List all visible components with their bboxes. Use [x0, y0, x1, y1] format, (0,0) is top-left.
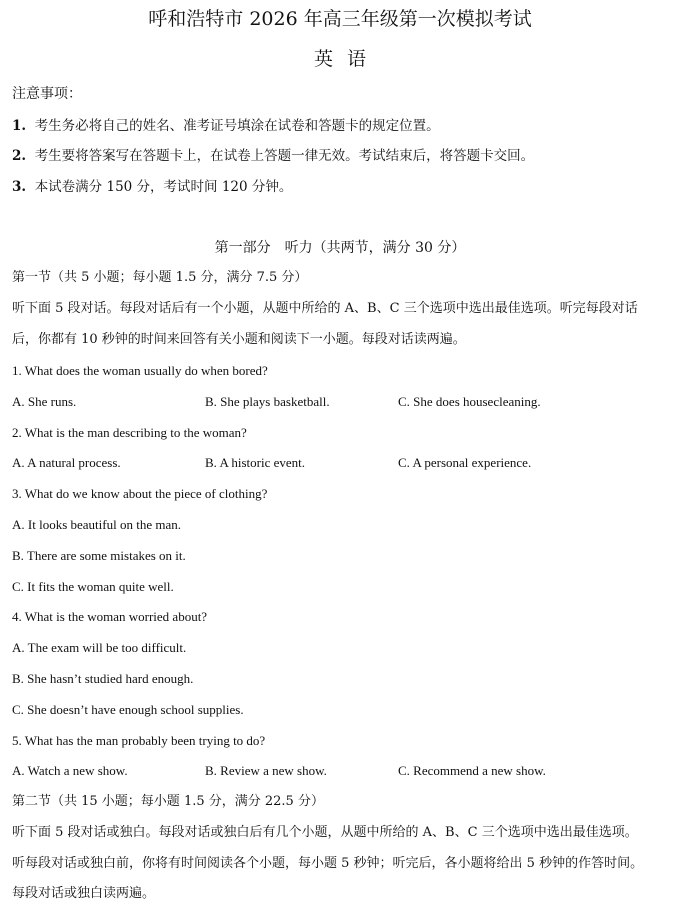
question-2-stem: 2. What is the man describing to the woman?: [12, 425, 247, 440]
subject-title: 英语: [313, 48, 380, 70]
question-2-option-a: A. A natural process.: [12, 455, 121, 470]
notice-item-text: 本试卷满分 150 分，考试时间 120 分钟。: [34, 179, 293, 195]
question-3-option-c: C. It fits the woman quite well.: [12, 579, 174, 594]
question-1-option-a: A. She runs.: [12, 394, 77, 409]
notice-item-number: 3.: [12, 179, 27, 195]
notice-item-text: 考生务必将自己的姓名、准考证号填涂在试卷和答题卡的规定位置。: [34, 118, 440, 134]
section2-title: 第二节（共 15 小题；每小题 1.5 分，满分 22.5 分）: [12, 794, 324, 809]
question-5-option-a: A. Watch a new show.: [12, 763, 128, 778]
question-3-stem: 3. What do we know about the piece of clothing?: [12, 486, 268, 501]
notice-item-number: 2.: [12, 148, 27, 164]
question-2-option-b: B. A historic event.: [205, 455, 306, 470]
question-4-stem: 4. What is the woman worried about?: [12, 609, 208, 624]
question-3-option-b: B. There are some mistakes on it.: [12, 548, 186, 563]
section1-title: 第一节（共 5 小题；每小题 1.5 分，满分 7.5 分）: [12, 270, 308, 285]
notice-item-3: [12, 177, 670, 197]
section1-instruction-line-1: 听下面 5 段对话。每段对话后有一个小题，从题中所给的 A、B、C 三个选项中选出最佳选项。听完每段对话: [12, 301, 638, 316]
notice-item-1: [12, 116, 670, 136]
question-3-option-a: A. It looks beautiful on the man.: [12, 517, 181, 532]
question-1-stem: 1. What does the woman usually do when bored?: [12, 363, 268, 378]
question-4-option-b: B. She hasn’t studied hard enough.: [12, 671, 194, 686]
question-4-option-a: A. The exam will be too difficult.: [12, 640, 187, 655]
notice-item-number: 1.: [12, 118, 27, 134]
question-1-option-b: B. She plays basketball.: [205, 394, 330, 409]
section2-instruction-line-3: 每段对话或独白读两遍。: [12, 886, 156, 901]
section1-instruction-line-2: 后，你都有 10 秒钟的时间来回答有关小题和阅读下一小题。每段对话读两遍。: [12, 332, 466, 347]
notice-label: 注意事项：: [12, 86, 82, 102]
question-5-stem: 5. What has the man probably been trying to do?: [12, 733, 266, 748]
notice-item-text: 考生要将答案写在答题卡上，在试卷上答题一律无效。考试结束后，将答题卡交回。: [34, 148, 535, 164]
question-5-option-b: B. Review a new show.: [205, 763, 327, 778]
section2-instruction-line-1: 听下面 5 段对话或独白。每段对话或独白后有几个小题，从题中所给的 A、B、C 三个选项中选出最佳选项。: [12, 825, 638, 840]
question-5-option-c: C. Recommend a new show.: [398, 763, 546, 778]
notice-item-2: [12, 146, 670, 166]
question-1-option-c: C. She does housecleaning.: [398, 394, 541, 409]
exam-title: 呼和浩特市 2026 年高三年级第一次模拟考试: [148, 8, 532, 30]
section2-instruction-line-2: 听每段对话或独白前，你将有时间阅读各个小题，每小题 5 秒钟；听完后，各小题将给出 5 秒钟的作答时间。: [12, 856, 644, 871]
question-2-option-c: C. A personal experience.: [398, 455, 532, 470]
part1-title: 第一部分 听力（共两节，满分 30 分）: [214, 240, 466, 256]
question-4-option-c: C. She doesn’t have enough school supplies.: [12, 702, 244, 717]
